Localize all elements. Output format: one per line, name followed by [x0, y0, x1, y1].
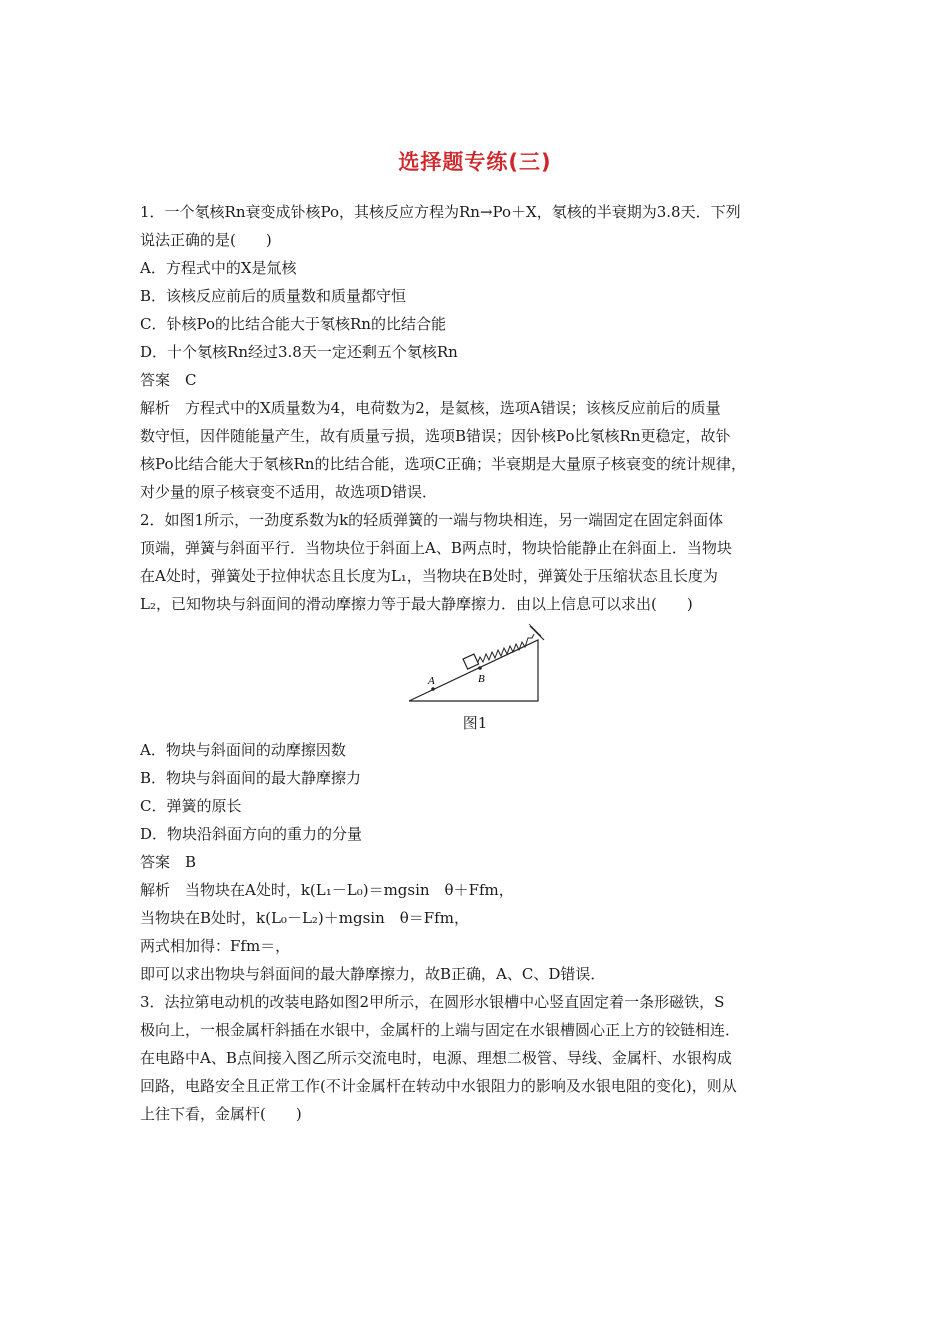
- text-line: L₂，已知物块与斜面间的滑动摩擦力等于最大静摩擦力．由以上信息可以求出( ): [140, 595, 693, 613]
- text-line: 核Po比结合能大于氡核Rn的比结合能，选项C正确；半衰期是大量原子核衰变的统计规律，: [140, 455, 746, 473]
- text-line: 3．法拉第电动机的改装电路如图2甲所示，在圆形水银槽中心竖直固定着一条形磁铁，S: [140, 993, 725, 1011]
- text-line: 顶端，弹簧与斜面平行．当物块位于斜面上A、B两点时，物块恰能静止在斜面上．当物块: [140, 539, 732, 557]
- point-b-dot: [478, 666, 482, 670]
- label-a: A: [428, 675, 435, 687]
- text-line: 数守恒，因伴随能量产生，故有质量亏损，选项B错误；因钋核Po比氡核Rn更稳定，故钋: [140, 427, 731, 445]
- text-line: 上往下看，金属杆( ): [140, 1105, 302, 1123]
- text-line: B．该核反应前后的质量数和质量都守恒: [140, 287, 407, 305]
- text-line: 答案 C: [140, 371, 197, 389]
- text-line: 1．一个氡核Rn衰变成钋核Po，其核反应方程为Rn→Po＋X，氡核的半衰期为3.8天．下列: [140, 203, 741, 221]
- label-b: B: [478, 673, 485, 685]
- text-line: B．物块与斜面间的最大静摩擦力: [140, 769, 362, 787]
- text-line: C．钋核Po的比结合能大于氡核Rn的比结合能: [140, 315, 446, 333]
- text-line: 答案 B: [140, 853, 197, 871]
- text-line: 在A处时，弹簧处于拉伸状态且长度为L₁，当物块在B处时，弹簧处于压缩状态且长度为: [140, 567, 718, 585]
- incline-figure: [405, 618, 545, 708]
- text-line: 极向上，一根金属杆斜插在水银中，金属杆的上端与固定在水银槽圆心正上方的铰链相连．: [140, 1021, 741, 1039]
- text-line: 解析 方程式中的X质量数为4，电荷数为2，是氦核，选项A错误；该核反应前后的质量: [140, 399, 721, 417]
- block-rect: [463, 654, 479, 669]
- text-line: 当物块在B处时，k(L₀－L₂)＋mgsin θ＝Ffm，: [140, 909, 469, 927]
- figure-caption: 图1: [462, 714, 488, 732]
- text-line: 说法正确的是( ): [140, 231, 272, 249]
- text-line: 回路，电路安全且正常工作(不计金属杆在转动中水银阻力的影响及水银电阻的变化)，则从: [140, 1077, 737, 1095]
- text-line: D．物块沿斜面方向的重力的分量: [140, 825, 363, 843]
- text-line: A．方程式中的X是氚核: [140, 259, 297, 277]
- text-line: C．弹簧的原长: [140, 797, 242, 815]
- text-line: 2．如图1所示，一劲度系数为k的轻质弹簧的一端与物块相连，另一端固定在固定斜面体: [140, 511, 724, 529]
- text-line: 解析 当物块在A处时，k(L₁－L₀)＝mgsin θ＋Ffm，: [140, 881, 514, 899]
- text-line: D．十个氡核Rn经过3.8天一定还剩五个氡核Rn: [140, 343, 458, 361]
- text-line: 对少量的原子核衰变不适用，故选项D错误．: [140, 483, 438, 501]
- text-line: A．物块与斜面间的动摩擦因数: [140, 741, 346, 759]
- spring-coil: [477, 634, 534, 664]
- text-line: 在电路中A、B点间接入图乙所示交流电时，电源、理想二极管、导线、金属杆、水银构成: [140, 1049, 732, 1067]
- point-a-dot: [431, 687, 435, 691]
- text-line: 即可以求出物块与斜面间的最大静摩擦力，故B正确，A、C、D错误．: [140, 965, 606, 983]
- text-line: 两式相加得：Ffm＝，: [140, 937, 291, 955]
- page-title: 选择题专练(三): [398, 150, 552, 174]
